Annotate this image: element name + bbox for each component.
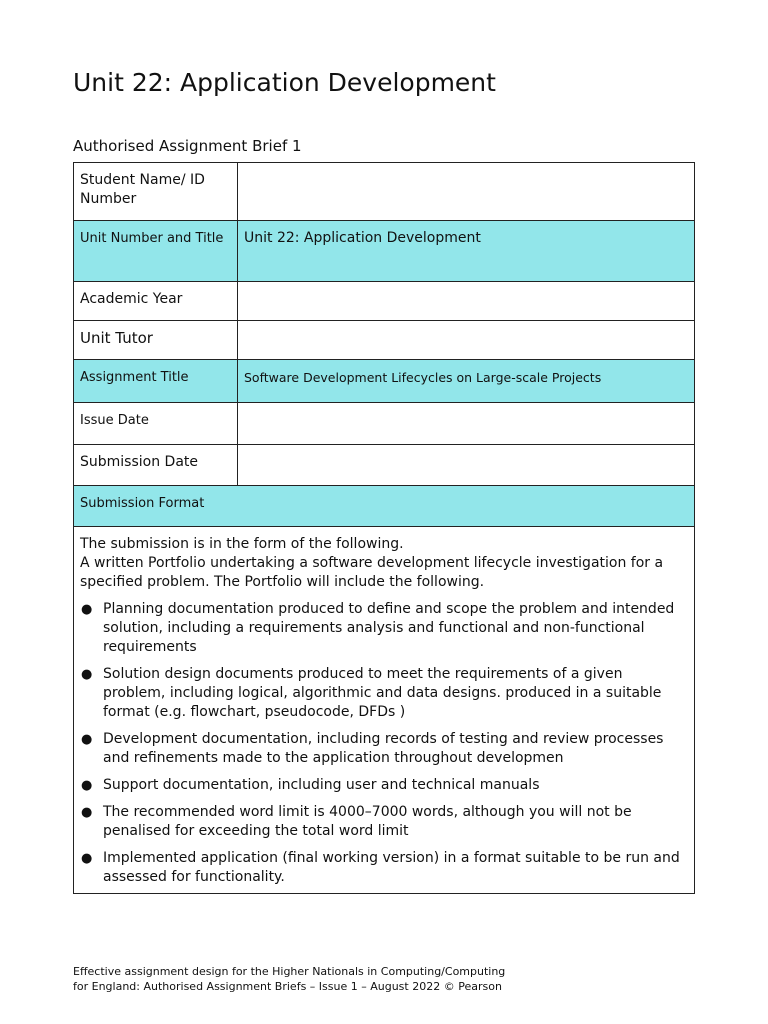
list-item: [80, 730, 688, 768]
table-row: [74, 163, 695, 221]
submission-date-value: [238, 445, 695, 486]
assignment-brief-table: [73, 162, 695, 894]
list-item-text: Solution design documents produced to meet the requirements of a given problem, including logical, algorithmic and data designs. produced in a suitable format (e.g. flowchart, pseudocode, DFDs ): [103, 666, 662, 720]
unit-tutor-label: Unit Tutor: [74, 321, 238, 360]
unit-number-title-value: Unit 22: Application Development: [238, 221, 695, 282]
bullet-icon: ●: [81, 805, 93, 820]
list-item-text: Support documentation, including user and technical manuals: [103, 777, 540, 793]
academic-year-value: [238, 282, 695, 321]
bullet-icon: ●: [81, 602, 93, 617]
submission-format-heading: Submission Format: [74, 486, 695, 527]
student-name-label: Student Name/ ID Number: [74, 163, 238, 221]
page-title: Unit 22: Application Development: [73, 68, 496, 97]
list-item-text: Development documentation, including records of testing and review processes and refinements made to the application throughout developmen: [103, 731, 664, 766]
list-item: [80, 849, 688, 887]
submission-format-content: [74, 527, 695, 894]
issue-date-label: Issue Date: [74, 403, 238, 445]
student-name-value: [238, 163, 695, 221]
footer-line-2: for England: Authorised Assignment Briefs – Issue 1 – August 2022 © Pearson: [73, 980, 502, 993]
requirements-list: [80, 600, 688, 887]
unit-number-title-label: Unit Number and Title: [74, 221, 238, 282]
list-item-text: The recommended word limit is 4000–7000 words, although you will not be penalised for exceeding the total word limit: [103, 804, 632, 839]
table-row: [74, 321, 695, 360]
list-item: [80, 665, 688, 722]
bullet-icon: ●: [81, 851, 93, 866]
table-row: [74, 445, 695, 486]
list-item: [80, 600, 688, 657]
submission-date-label: Submission Date: [74, 445, 238, 486]
issue-date-value: [238, 403, 695, 445]
table-row: [74, 221, 695, 282]
bullet-icon: ●: [81, 732, 93, 747]
page-footer: [73, 964, 573, 994]
academic-year-label: Academic Year: [74, 282, 238, 321]
list-item: [80, 776, 688, 795]
assignment-title-label: Assignment Title: [74, 360, 238, 403]
brief-subtitle: Authorised Assignment Brief 1: [73, 137, 302, 155]
table-row: [74, 360, 695, 403]
intro-text-1: The submission is in the form of the following.: [80, 536, 404, 552]
list-item-text: Planning documentation produced to define and scope the problem and intended solution, including a requirements analysis and functional and non-functional requirements: [103, 601, 675, 655]
bullet-icon: ●: [81, 778, 93, 793]
list-item-text: Implemented application (final working version) in a format suitable to be run and assessed for functionality.: [103, 850, 680, 885]
table-row: [74, 282, 695, 321]
table-row: [74, 486, 695, 527]
footer-line-1: Effective assignment design for the Higher Nationals in Computing/Computing: [73, 965, 506, 978]
unit-tutor-value: [238, 321, 695, 360]
list-item: [80, 803, 688, 841]
intro-text-2: A written Portfolio undertaking a software development lifecycle investigation for a specified problem. The Portfolio will include the following.: [80, 555, 664, 590]
table-row: [74, 527, 695, 894]
bullet-icon: ●: [81, 667, 93, 682]
table-row: [74, 403, 695, 445]
assignment-title-value: Software Development Lifecycles on Large-scale Projects: [238, 360, 695, 403]
